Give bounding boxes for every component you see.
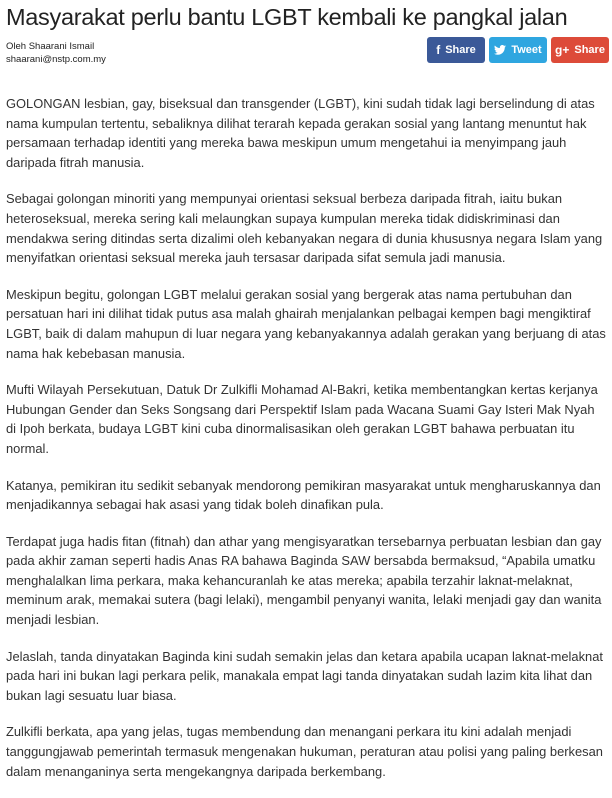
googleplus-share-label: Share xyxy=(574,44,605,56)
twitter-tweet-label: Tweet xyxy=(511,44,542,56)
article-paragraph: Katanya, pemikiran itu sedikit sebanyak mendorong pemikiran masyarakat untuk mengharuskannya dan menjadikannya sebagai hak asasi yang tidak boleh dinafikan pula. xyxy=(6,477,601,513)
article-paragraph: Mufti Wilayah Persekutuan, Datuk Dr Zulkifli Mohamad Al-Bakri, ketika membentangkan kertas kerjanya Hubungan Gender dan Seks Songsang dari Perspektif Islam pada Wacana Suami Gay Isteri Mak Nyah di Ipoh berkata, budaya LGBT kini cuba dinormalisasikan oleh gerakan LGBT bahawa perbuatan itu normal. xyxy=(6,382,598,456)
googleplus-icon: g+ xyxy=(555,43,570,57)
article-paragraph: Jelaslah, tanda dinyatakan Baginda kini sudah semakin jelas dan ketara apabila ucapan laknat-melaknat pada hari ini bukan lagi perkara pelik, manakala empat lagi tanda dinyatakan sudah lazim kita lihat dan bukan lagi sesuatu luar biasa. xyxy=(6,648,603,703)
twitter-tweet-button[interactable] xyxy=(489,37,547,63)
article-paragraph: Sebagai golongan minoriti yang mempunyai orientasi seksual berbeza daripada fitrah, iaitu bukan heteroseksual, mereka sering kali melaungkan supaya kumpulan mereka tidak didiskriminasi dan mendakwa sering ditindas serta dizalimi oleh kebanyakan negara di dunia khususnya negara Islam yang menyifatkan orientasi seksual mereka jauh tersasar daripada sifat semula jadi manusia. xyxy=(6,191,603,266)
googleplus-share-button[interactable] xyxy=(551,37,609,63)
twitter-bird-icon xyxy=(494,45,506,55)
article-paragraph: Terdapat juga hadis fitan (fitnah) dan athar yang mengisyaratkan tersebarnya perbuatan lesbian dan gay pada akhir zaman seperti hadis Anas RA bahawa Baginda SAW bersabda bermaksud, “Apabila umatku menghalalkan lima perkara, maka kehancuranlah ke atas mereka; apabila terzahir laknat-melaknat, meminum arak, memakai sutera (bagi lelaki), mengambil penyanyi wanita, lelaki menjadi gay dan wanita menjadi lesbian. xyxy=(6,533,602,628)
article-body xyxy=(6,94,606,798)
article-paragraph: Meskipun begitu, golongan LGBT melalui gerakan sosial yang bergerak atas nama pertubuhan dan persatuan hari ini dilihat tidak putus asa malah ghairah menjalankan pelbagai kempen bagi mengiktiraf LGBT, baik di dalam mahupun di luar negara yang kebanyakannya adalah gerakan yang berjuang di atas nama hak kebebasan manusia. xyxy=(6,286,606,361)
share-bar xyxy=(427,37,609,63)
facebook-icon: f xyxy=(436,43,441,57)
article-title: Masyarakat perlu bantu LGBT kembali ke pangkal jalan xyxy=(6,4,568,30)
article-paragraph: Zulkifli berkata, apa yang jelas, tugas membendung dan menangani perkara itu kini adalah menjadi tanggungjawab pemerintah termasuk mengenakan hukuman, peraturan atau polisi yang paling berkesan dalam menanganinya serta mengekangnya daripada berkembang. xyxy=(6,724,603,779)
facebook-share-button[interactable] xyxy=(427,37,485,63)
article-paragraph: GOLONGAN lesbian, gay, biseksual dan transgender (LGBT), kini sudah tidak lagi berselindung di atas nama kumpulan tertentu, sebaliknya dilihat terarah kepada gerakan sosial yang lantang menuntut hak persamaan terhadap identiti yang mereka bawa meskipun umum mengetahui ia menyimpang jauh daripada fitrah manusia. xyxy=(6,96,595,170)
author-email[interactable]: shaarani@nstp.com.my xyxy=(6,54,106,65)
author-name: Oleh Shaarani Ismail xyxy=(6,41,95,52)
byline xyxy=(6,40,106,66)
facebook-share-label: Share xyxy=(445,44,476,56)
